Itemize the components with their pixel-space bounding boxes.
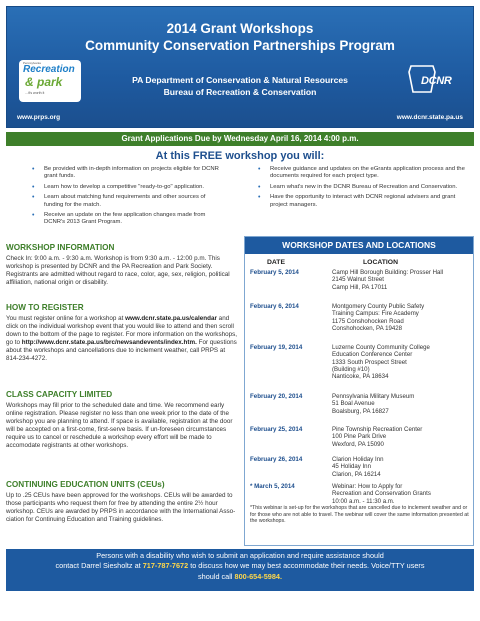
capacity-heading: CLASS CAPACITY LIMITED bbox=[6, 390, 113, 399]
ceu-heading: CONTINUING EDUCATION UNITS (CEUs) bbox=[6, 480, 165, 489]
capacity-text: Workshops may fill prior to the scheduled date and time. We recommend early online registration. Please register no less than one week prior to the date of the workshop you are planning to attend. If space is available, registration at the door will be accepted on a first-come, first-serve basis. If un-foreseen circumstances require us to cancel or reschedule a workshop every effort will be made to accomodate registrants at other workshops. bbox=[6, 402, 233, 449]
ceu-text: Up to .25 CEUs have been approved for the workshops. CEUs will be awarded to those participants who request them for free by attending the entire 2½ hour workshop. CEUs are awarded by PRPS in accordance with the International Asso-ciation for Continuing Education and Training guidelines. bbox=[6, 492, 236, 523]
list-item: • Learn about matching fund requirements and other sources of funding for the match. bbox=[32, 194, 206, 208]
bullet-icon: • bbox=[258, 166, 261, 173]
bullet-icon: • bbox=[258, 194, 261, 202]
event-location: Pennsylvania Military Museum 51 Boal Avenue Boalsburg, PA 16827 bbox=[332, 393, 415, 415]
event-location: Webinar: How to Apply for Recreation and Conservation Grants 10:00 a.m. - 11:30 a.m. bbox=[332, 483, 431, 505]
workshop-info-heading: WORKSHOP INFORMATION bbox=[6, 243, 115, 252]
bureau-name: Bureau of Recreation & Conservation bbox=[163, 87, 317, 97]
dcnr-logo: DCNR bbox=[407, 62, 461, 98]
event-location: Clarion Holiday Inn 45 Holiday Inn Clarion, PA 16214 bbox=[332, 456, 384, 478]
page-title: 2014 Grant Workshops bbox=[166, 21, 314, 36]
workshop-info-text: Check In: 9:00 a.m. - 9:30 a.m. Workshop is from 9:30 a.m. - 12:00 p.m. This workshop is presented by DCNR and the PA Recreation and Park Society. Registrants are admitted without regard to race, color, age, sex, religion, political affiliation, national origin or disability. bbox=[6, 255, 230, 286]
bullet-icon: • bbox=[32, 166, 35, 173]
benefits-list-left bbox=[32, 166, 226, 230]
event-date: February 6, 2014 bbox=[250, 303, 299, 310]
bullet-icon: • bbox=[258, 183, 261, 191]
list-item: • Receive guidance and updates on the eGrants application process and the documents required for each project type. bbox=[258, 166, 465, 180]
event-date: February 5, 2014 bbox=[250, 269, 299, 276]
list-item: • Learn how to develop a competitive "ready-to-go" application. bbox=[32, 183, 205, 191]
register-heading: HOW TO REGISTER bbox=[6, 303, 84, 312]
phone-number: 717-787-7672 bbox=[142, 561, 189, 571]
event-location: Camp Hill Borough Building: Prosser Hall 2145 Walnut Street Camp Hill, PA 17011 bbox=[332, 269, 444, 291]
department-name: PA Department of Conservation & Natural Resources bbox=[132, 75, 348, 85]
due-date-bar: Grant Applications Due by Wednesday April 16, 2014 4:00 p.m. bbox=[6, 132, 474, 146]
location-column-header: LOCATION bbox=[363, 259, 398, 266]
workshop-dates-panel bbox=[244, 236, 474, 546]
event-date: February 25, 2014 bbox=[250, 426, 303, 433]
dates-heading: WORKSHOP DATES AND LOCATIONS bbox=[245, 237, 473, 254]
list-item: • Be provided with in-depth information on projects eligible for DCNR grant funds. bbox=[32, 166, 219, 180]
event-date: * March 5, 2014 bbox=[250, 483, 295, 490]
prps-link[interactable]: www.prps.org bbox=[17, 114, 61, 121]
program-title: Community Conservation Partnerships Program bbox=[85, 38, 395, 53]
event-location: Montgomery County Public Safety Training Campus: Fire Academy 1175 Conshohocken Road Conshohocken, PA 19428 bbox=[332, 303, 425, 332]
event-location: Pine Township Recreation Center 100 Pine Park Drive Wexford, PA 15090 bbox=[332, 426, 423, 448]
event-location: Luzerne County Community College Education Conference Center 1333 South Prospect Street (Building #10) Nanticoke, PA 18634 bbox=[332, 344, 430, 381]
event-date: February 19, 2014 bbox=[250, 344, 303, 351]
list-item: • Receive an update on the few application changes made from DCNR's 2013 Grant Program. bbox=[32, 212, 206, 226]
date-column-header: DATE bbox=[267, 259, 285, 266]
event-date: February 26, 2014 bbox=[250, 456, 303, 463]
dcnr-link[interactable]: www.dcnr.state.pa.us bbox=[396, 114, 463, 121]
tty-phone-number: 800-654-5984. bbox=[234, 571, 282, 581]
header-banner bbox=[6, 6, 474, 128]
calendar-link[interactable]: www.dcnr.state.pa.us/calendar bbox=[125, 315, 217, 322]
recreation-park-logo: Pennsylvania Recreation & park ...it's worth it bbox=[19, 60, 81, 102]
bullet-icon: • bbox=[32, 212, 35, 220]
register-text: You must register online for a workshop at www.dcnr.state.pa.us/calendar and click on the individual workshop event that you would like to attend and then scroll down to the bottom of the page to register. For more information on the workshops, go to http://www.dcnr.state.pa.us/brc/newsandevents/index.htm. For questions about the workshops and cancellations due to inclement weather, call PRPS at 814-234-4272. bbox=[6, 315, 238, 362]
accessibility-footer: Persons with a disability who wish to submit an application and require assistance should contact Darrel Siesholtz at 717-787-7672 to discuss how we may best accommodate their needs. Voice/TTY users should call 800-654-5984. bbox=[6, 549, 474, 591]
news-events-link[interactable]: http://www.dcnr.state.pa.us/brc/newsandevents/index.htm. bbox=[21, 338, 197, 346]
bullet-icon: • bbox=[32, 194, 35, 202]
benefits-list-right bbox=[258, 166, 468, 212]
webinar-footnote: *This webinar is set-up for the workshops that are cancelled due to inclement weather and or for those who are not able to travel. The webinar will cover the same information presented at the workshops. bbox=[250, 505, 469, 524]
list-item: • Learn what's new in the DCNR Bureau of Recreation and Conservation. bbox=[258, 183, 458, 191]
bullet-icon: • bbox=[32, 183, 35, 191]
list-item: • Have the opportunity to interact with DCNR regional advisers and grant project managers. bbox=[258, 194, 456, 208]
free-workshop-heading: At this FREE workshop you will: bbox=[155, 150, 325, 162]
event-date: February 20, 2014 bbox=[250, 393, 303, 400]
